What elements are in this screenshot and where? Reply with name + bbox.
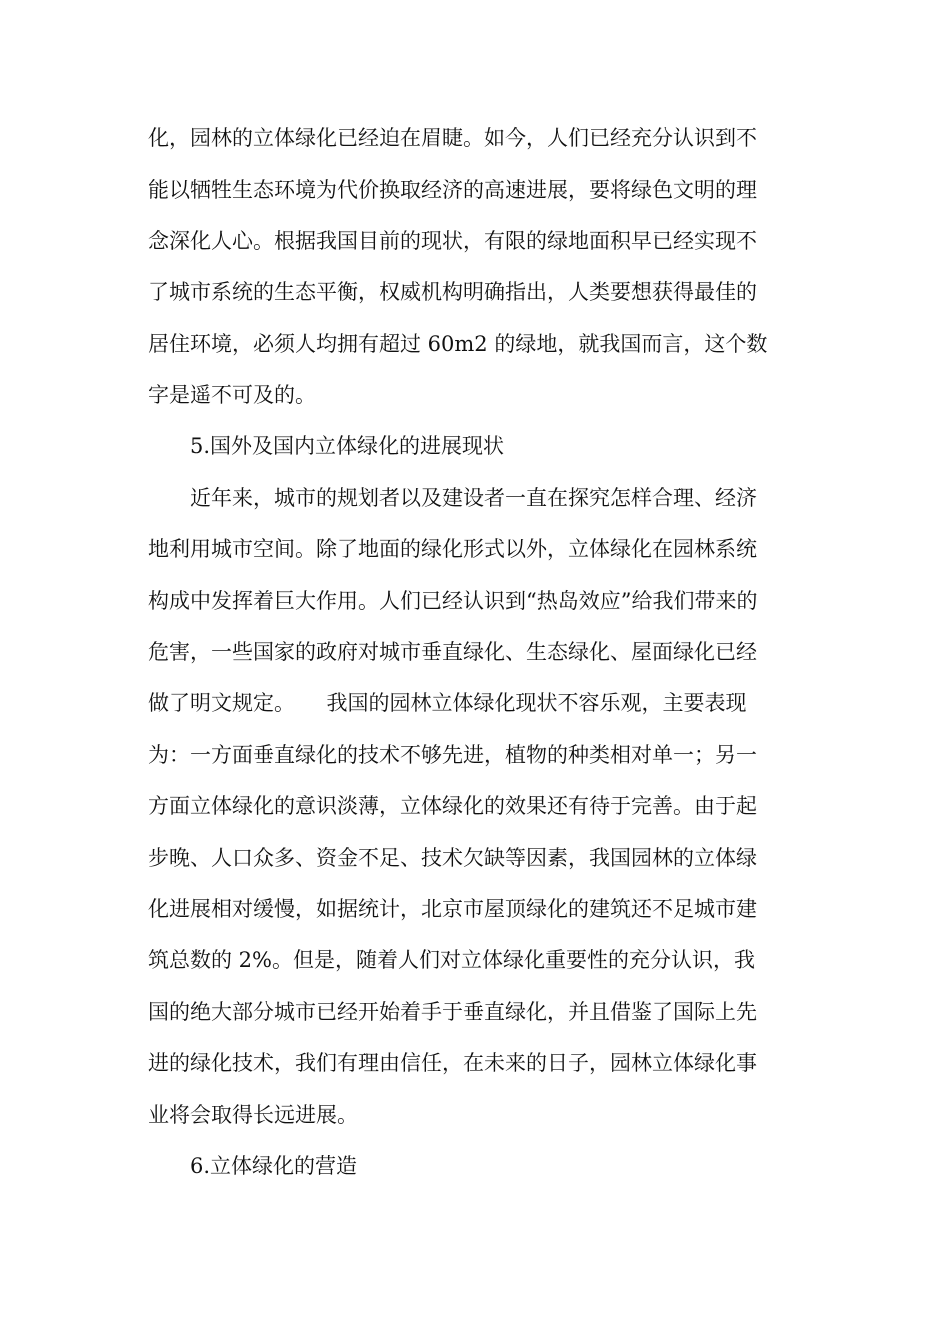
text-line: 念深化人心。根据我国目前的现状，有限的绿地面积早已经实现不 bbox=[148, 229, 757, 253]
text-line: 国的绝大部分城市已经开始着手于垂直绿化，并且借鉴了国际上先 bbox=[148, 1000, 757, 1024]
text-line: 了城市系统的生态平衡，权威机构明确指出，人类要想获得最佳的 bbox=[148, 280, 757, 304]
text-line: 进的绿化技术，我们有理由信任，在未来的日子，园林立体绿化事 bbox=[148, 1051, 757, 1075]
text-line: 能以牺牲生态环境为代价换取经济的高速进展，要将绿色文明的理 bbox=[148, 178, 757, 202]
text-line: 筑总数的 2%。但是，随着人们对立体绿化重要性的充分认识，我 bbox=[148, 948, 755, 972]
text-line: 为：一方面垂直绿化的技术不够先进，植物的种类相对单一；另一 bbox=[148, 743, 757, 767]
text-line: 危害，一些国家的政府对城市垂直绿化、生态绿化、屋面绿化已经 bbox=[148, 640, 757, 664]
section-heading: 6.立体绿化的营造 bbox=[190, 1154, 358, 1178]
text-line: 地利用城市空间。除了地面的绿化形式以外，立体绿化在园林系统 bbox=[148, 537, 757, 561]
text-line: 步晚、人口众多、资金不足、技术欠缺等因素，我国园林的立体绿 bbox=[148, 846, 757, 870]
text-line: 做了明文规定。 我国的园林立体绿化现状不容乐观，主要表现 bbox=[148, 691, 747, 715]
text-line: 居住环境，必须人均拥有超过 60m2 的绿地，就我国而言，这个数 bbox=[148, 332, 768, 356]
text-line: 构成中发挥着巨大作用。人们已经认识到“热岛效应”给我们带来的 bbox=[148, 589, 758, 613]
text-line: 字是遥不可及的。 bbox=[148, 383, 316, 407]
text-line: 方面立体绿化的意识淡薄，立体绿化的效果还有待于完善。由于起 bbox=[148, 794, 757, 818]
text-line: 近年来，城市的规划者以及建设者一直在探究怎样合理、经济 bbox=[190, 486, 757, 510]
text-line: 化进展相对缓慢，如据统计，北京市屋顶绿化的建筑还不足城市建 bbox=[148, 897, 757, 921]
text-line: 化，园林的立体绿化已经迫在眉睫。如今，人们已经充分认识到不 bbox=[148, 126, 757, 150]
section-heading: 5.国外及国内立体绿化的进展现状 bbox=[190, 434, 505, 458]
text-line: 业将会取得长远进展。 bbox=[148, 1103, 358, 1127]
